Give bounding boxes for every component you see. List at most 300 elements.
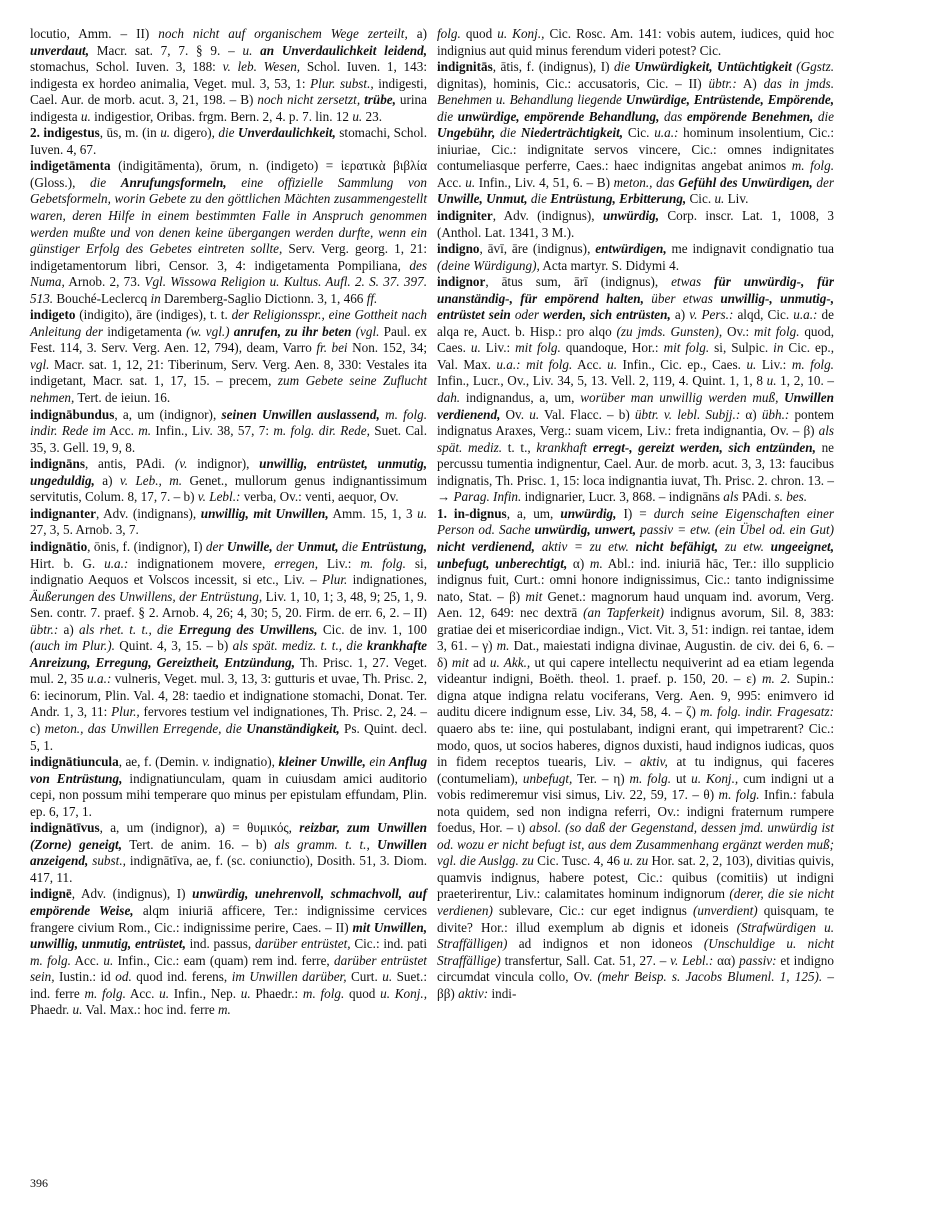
entry-text: als gramm. t. t., [274,836,370,852]
entry-text: 23. [362,108,382,124]
entry-text: u. [607,356,618,372]
entry-text: eine offizielle Sammlung von Gebetsformeln, worin Gebete zu den göttlichen Mächten zusammengestellt waren, deren Hilfe in einem bestimmten Falle in Anspruch genommen werden mußte und von denen keine übergangen werden durfte, wenn ein günstiger Erfolg des Gebetes eintreten sollte, [30,174,427,257]
entry-text: (indigitāmenta), ōrum, n. (indigeto) = ἱερατικὰ βιβλία (Gloss.), [30,158,427,190]
entry-text: Dat., maiestati indigna divinae, Augustin. de civ. dei 6, 6. – δ) [437,638,834,670]
entry-text: 27, 3, 5. Arnob. 3, 7. [30,522,139,538]
entry-text: der [276,538,294,554]
dictionary-entry [437,274,834,506]
entry-text: u. [72,1002,83,1018]
entry-text: Liv.: [480,340,516,356]
dictionary-entry [437,241,834,274]
entry-text: subst., [92,853,126,869]
entry-headword: indignātio [30,538,88,554]
dictionary-entry [30,506,427,539]
entry-text: u. [470,340,481,356]
entry-text: aktiv: [458,985,489,1001]
entry-text: t. t., [502,439,537,455]
entry-text: , Adv. (indignans), [95,505,201,521]
entry-text: Liv.: [318,555,361,571]
entry-text: Liv. [724,191,749,207]
entry-headword: indignē [30,886,72,902]
entry-text: indignarier, Lucr. 3, 868. – indignāns [521,489,724,505]
entry-text: u. [382,969,393,985]
entry-text: das [663,108,683,124]
right-column [437,26,834,1002]
entry-text: stomachus, Schol. Iuven. 3, 188: [30,59,223,75]
entry-text: Macr. sat. 7, 7. § 9. – [89,42,243,58]
entry-headword: 2. indigestus [30,125,100,141]
entry-text: , ātus sum, ārī (indignus), [485,274,672,290]
entry-text: (v. [174,456,188,472]
entry-text: passiv: [739,952,777,968]
entry-text [106,175,121,190]
entry-text: indigetamenta [103,323,187,339]
entry-text: u. [417,505,427,521]
entry-text: urina indigesta [30,92,427,124]
entry-text: in [773,340,784,356]
entry-text: Phaedr. [30,1002,73,1018]
entry-text: m. folg. [84,985,126,1001]
entry-text: Val. Max.: hoc ind. ferre [82,1002,219,1018]
entry-text: nicht verdienend, [437,538,535,554]
entry-text: durch seine Eigenschaften einer Person od. Sache [437,505,834,538]
entry-text: u.a.: [496,356,521,372]
entry-text: unwürdig, [602,208,660,224]
entry-text: at tu indignus, qui faceres (contumeliam), [437,754,834,786]
entry-text: Genet., mullorum genus indignantissimum servitutis, Colum. 8, 17, 7. – b) [30,472,427,505]
entry-text: Acc. [105,423,139,439]
entry-headword: indignātiuncula [30,754,119,770]
entry-text: , ōnis, f. (indignor), I) [87,538,206,554]
entry-text: , antis, PAdi. [85,456,175,472]
entry-text: noch nicht zersetzt, [257,92,361,108]
entry-text: m. [218,1002,231,1018]
entry-text: indignatiunculam, quam in cuiusdam amici auditorio cepi, non possum mihi temperare quo minus per epistulam effundam, Plin. ep. 6, 17, 1. [30,770,427,819]
entry-text: ind. passus, [185,936,255,952]
entry-text [252,43,260,58]
entry-text: m. folg. [30,952,71,968]
entry-text [629,539,636,554]
entry-text: vgl. [30,356,50,372]
entry-text: 1, 2, 10. – [776,373,835,389]
entry-text: Cic.: ind. pati [350,936,427,952]
entry-text: krankhaft [536,439,587,455]
entry-text: indignandus, a, um, [460,390,581,406]
entry-text: Non. 152, 34; [347,340,427,356]
entry-text: (Strafwürdigen u. Straffälligen) [437,919,834,952]
entry-text: Macr. sat. 1, 12, 21: Tiberinum, Serv. Verg. Aen. 8, 330: Vestales ita indigetant, Macr. sat. 1, 17, 15. – precem, [30,356,427,389]
entry-text: ad [468,654,490,670]
entry-text: indi- [488,985,517,1001]
entry-text: Cic. Rosc. Am. 141: vobis autem, iudices, quid hoc indignius aut quid minus ferendum videri potest? Cic. [437,26,835,58]
entry-text: m. [138,423,152,439]
left-column [30,26,427,1019]
entry-text: darüber entrüstet sein, [30,952,427,985]
entry-text: Unanständigkeit, [246,720,340,736]
entry-text: si, Sulpic. [709,340,774,356]
dictionary-entry [30,26,427,125]
entry-text: u. [529,406,540,422]
entry-text: , Adv. (indignus), [492,208,603,224]
entry-text: v. Lebl.: [670,952,714,968]
entry-text: mit [525,588,543,604]
entry-text: nicht befähigt, [635,538,719,554]
page-number: 396 [30,1176,48,1190]
entry-text: si, indignatio Aequos et Volscos incessit, si etc., Liv. – [30,555,427,588]
entry-text: zu etw. [724,538,764,554]
entry-text: u. Akk., [489,654,531,670]
entry-text: aktiv, [639,754,668,770]
entry-text: Ungebühr, [437,125,496,141]
entry-text: m. folg. dir. Rede, [273,423,370,439]
entry-text: Iustin.: id [54,969,116,985]
entry-text: zum Gebete seine Zuflucht nehmen, [30,373,427,406]
entry-text [718,539,725,554]
entry-text: u. [80,108,91,124]
entry-text: (an Tapferkeit) [583,605,665,621]
entry-text: trübe, [364,92,396,108]
entry-text: I) = [616,505,654,521]
entry-text: digero), [170,125,219,141]
entry-text: Suet. Cal. 35, 3. Gell. 19, 9, 8. [30,423,427,455]
entry-text: indigestior, Oribas. frgm. Bern. 2, 4. p. 7. lin. 12 [90,108,353,124]
entry-text: Suet.: ind. ferre [30,969,427,1001]
entry-text: die [500,125,517,141]
entry-text: m. folg. [629,770,672,786]
entry-text: mit Unwillen, unwillig, unmutig, entrüstet, [30,919,427,952]
entry-text: als spät. mediz. t. t., die [232,638,363,654]
entry-text: unbefugt, [522,770,573,786]
entry-text: Infin., Lucr., Ov., Liv. 34, 5, 13. Vell. 2, 119, 4. Quint. 1, 1, 8 [437,373,767,389]
entry-text: v. Lebl.: [197,489,241,505]
entry-text: mit folg. [663,340,710,356]
entry-text: Cic. [686,191,715,207]
entry-text: Unwürdigkeit, Untüchtigkeit [634,59,792,75]
entry-text: Unmut, [297,538,339,554]
entry-text: als spät. mediz. [437,423,834,455]
entry-text: quod, Caes. [437,323,835,356]
entry-text: als rhet. t. t., [79,621,152,637]
entry-text: im Unwillen darüber, [231,969,347,985]
entry-text: u.a.: [104,555,129,571]
entry-text: alqd, Cic. [733,307,794,323]
entry-text: od. [115,969,132,985]
entry-text: v. Pers.: [689,307,734,323]
entry-text: , ae, f. (Demin. [118,754,203,770]
entry-text: v. [202,754,211,770]
entry-text: u. zu [623,853,649,869]
entry-text: PAdi. [738,489,775,505]
entry-text: Infin., Liv. 4, 51, 6. – B) [475,174,614,190]
entry-text: Tert. de ieiun. 16. [74,390,171,406]
entry-text: cum indigni ut a vobis redimeremur visi simus, Liv. 22, 59, 17. – θ) [437,770,834,803]
entry-text: u.a.: [793,307,818,323]
entry-text: die [218,125,235,141]
entry-text: indignatio), [210,754,279,770]
entry-text: m. folg. indir. Rede im [30,406,427,439]
dictionary-entry [30,158,427,307]
entry-text: Corp. inscr. Lat. 1, 1008, 3 (Anthol. Lat. 1341, 3 M.). [437,208,834,240]
entry-text: absol. (so daß der Gegenstand, dessen jmd. unwürdig ist od. wozu er nicht befugt ist, aus dem Zusammenhang ergänzt werden muß; vgl. die Auslgg. zu [437,820,834,869]
entry-text: , a, um (indignor), a) = θυμικός, [99,820,300,836]
entry-text: hominum insolentium, Cic.: iniuriae, Cic.: indignitate servos vincere, Cic.: omnes indignitates contumeliasque perferre, Caes.: haec indignitas angebat animos [437,125,835,174]
entry-text: Unwille, Unmut, [437,191,528,207]
entry-text: Supin.: digna atque indigna relatu vociferans, Verg. Aen. 9, 995: enimvero id auditu dicere indignum esse, Liv. 34, 58, 4. – ζ) [437,671,834,720]
entry-text: anrufen, zu ihr beten [233,323,352,339]
entry-text: Infin., Liv. 38, 57, 7: [151,423,274,439]
entry-headword: indignanter [30,505,96,521]
entry-text: an Unverdaulichkeit leidend, [260,42,428,58]
entry-text: u. [242,42,253,58]
entry-text: u. [766,373,777,389]
entry-text: (zu jmds. Gunsten), [616,323,723,339]
entry-text: u. [159,985,170,1001]
entry-headword: indignitās [437,59,493,75]
entry-text: vulneris, Veget. mul. 3, 13, 3: gutturis et uvae, Th. Prisc. 2, 6: iecinorum, Plin. Val. 4, 28: taedio et indignatione stomachi, Donat. Ter. Andr. 1, 3, 11: [30,671,427,720]
entry-text: indignātīva, ae, f. (sc. coniunctio), Dosith. 51, 3. Diom. 417, 11. [30,853,427,885]
entry-text: Liv.: [756,356,792,372]
dictionary-entry [30,539,427,754]
entry-text: unwürdig, unehrenvoll, schmachvoll, auf empörende Weise, [30,886,428,918]
entry-text: Anrufungsformeln, [120,174,227,190]
entry-text: quandoque, Hor.: [560,340,664,356]
entry-text: Gefühl des Unwürdigen, [678,174,813,190]
entry-text: aktiv = zu etw. [541,538,629,554]
entry-text: Ps. Quint. decl. 5, 1. [30,720,427,753]
entry-text: unwillig-, unmutig-, entrüstet sein [437,290,835,323]
entry-text: u. Konj., [691,770,739,786]
entry-text: Liv. 1, 10, 1; 3, 48, 9; 25, 1, 9. Sen. contr. 7. praef. § 2. Arnob. 4, 26; 4, 30; 5, 20. Firm. de err. 6, 2. – II) [30,588,427,621]
entry-text: Anflug von Entrüstung, [30,754,428,786]
entry-text: Plur., [111,704,140,720]
entry-text: der Religionsspr., eine Gottheit nach Anleitung der [30,307,427,339]
dictionary-entry [30,820,427,886]
entry-text: des Numa, [30,257,427,290]
entry-text: a) [58,621,80,637]
entry-text: α) [567,555,590,571]
entry-text: ut qui capere intellectu nequiverint ad ea etiam legenda videantur indigni, Boëth. theol. 1. praef. p. 150, 20. – ε) [437,654,835,687]
entry-text: Entrüstung, Erbitterung, [550,191,687,207]
entry-text: worüber man unwillig werden muß, [580,390,779,406]
entry-text: übtr. v. lebl. Subjj.: [634,406,741,422]
entry-text: (Unschuldige u. nicht Straffällige) [437,936,835,968]
entry-text: u. Konj., [380,985,428,1001]
entry-text: αα) [713,952,740,968]
entry-text: , ūs, m. (in [99,125,161,141]
entry-text: Genet.: magnorum haud unquam ind. avorum, Verg. Aen. 12, 649: nec dextrā [437,588,835,621]
entry-text: Vgl. Wissowa Religion u. Kultus. Aufl. 2. S. 37. 397. 513. [30,274,427,306]
entry-text: unwürdig, unwert, [534,522,637,538]
entry-text: Plur. [322,572,348,588]
entry-text: quod [344,985,381,1001]
entry-text: locutio, Amm. – II) [30,26,159,41]
entry-text: unwürdige, empörende Behandlung, [457,108,660,124]
entry-text: u. [103,952,114,968]
entry-text: passiv = etw. (ein Übel od. ein Gut) [640,522,834,538]
entry-text: u.a.: [654,125,679,141]
entry-text: (auch im Plur.). [30,638,115,654]
entry-text: unwillig, mit Unwillen, [200,505,329,521]
entry-text: u. Konj., [497,26,545,41]
entry-text: kleiner Unwille, [278,754,366,770]
entry-text: m. folg. [791,356,834,372]
entry-text: Serv. Verg. georg. 1, 21: indigetamentorum libri, Censor. 3, 4: indigetamenta Pompiliana, [30,241,427,273]
entry-text: Bouché-Leclercq [53,290,151,306]
entry-text: Tert. de anim. 16. – b) [122,836,275,852]
entry-text: werden, sich entrüsten, [543,307,671,323]
entry-text: Unwürdige, Entrüstende, Empörende, [625,92,834,108]
entry-text: Unwillen verdienend, [437,390,834,422]
entry-text [535,539,542,554]
entry-text: Unverdaulichkeit, [238,125,336,141]
entry-text: Acc. [437,174,466,190]
entry-text: Parag. Infin. [453,489,522,505]
entry-text: , āvī, āre (indignus), [479,241,596,257]
entry-text: Infin., Cic.: eam (quam) rem ind. ferre, [113,952,335,968]
entry-text: ne percussu tumentia indignentur, Cael. Aur. de morb. acut. 3, 3, 13: faucibus indignatis, Th. Prisc. 1, 15: loca indignantia iuvat, Th. Prisc. 2. chron. 13. – → [437,439,835,505]
entry-text: u. [240,985,251,1001]
entry-text: Niederträchtigkeit, [520,125,624,141]
entry-text [701,274,714,289]
entry-text: (w. vgl.) [186,323,230,339]
entry-text: u. [352,108,363,124]
entry-text: Acta martyr. S. Didymi 4. [539,257,679,273]
entry-text: erregen, [274,555,319,571]
entry-text: quisquam, te divite? Hor.: illud exemplum ab dignis et idoneis [437,902,834,935]
entry-text: quod [460,26,498,41]
entry-text: Unwillen anzeigend, [30,836,428,869]
entry-text: krankhafte Anreizung, Erregung, Gereiztheit, Entzündung, [30,638,428,670]
entry-headword: indignāns [30,456,85,472]
entry-text: Acc. [70,952,104,968]
entry-text: die [341,538,359,554]
entry-text: Cic. [623,125,655,141]
entry-text: (vgl. [355,323,380,339]
dictionary-entry [30,456,427,506]
entry-text: die [157,621,174,637]
entry-text: quaero abs te: iine, qui postulabant, indigni erant, qui impetrarent? Cic.: modo, quos, ut socios haberes, dignos duxisti, haud indignos iudicas, quos in fidem receptos tuearis, Liv. – [437,720,834,770]
entry-text: , a, um, [506,505,561,521]
entry-text: die [90,174,107,190]
entry-text: Amm. 15, 1, 3 [328,505,418,521]
entry-text: reizbar, zum Unwillen (Zorne) geneigt, [30,820,427,852]
entry-text: m. [589,555,603,571]
entry-text: das in jmds. Benehmen u. Behandlung liegende [437,75,834,108]
entry-text: Acc. [125,985,160,1001]
entry-text: darüber entrüstet, [254,936,351,952]
entry-text: u.a.: [87,671,112,687]
entry-text: a) [94,472,120,488]
entry-text: Cic. de inv. 1, 100 [317,621,427,637]
entry-text: u. [746,356,757,372]
dictionary-entry [30,307,427,406]
entry-headword: indigetāmenta [30,158,111,174]
entry-text: alqm iniuriā afficere, Ter.: indignissime cervices frangere civium Rom., Cic.: indignissime perire, Caes. – II) [30,902,427,935]
entry-text: de alqa re, Auct. b. Hisp.: pro alqo [437,307,834,339]
entry-text: dah. [437,390,461,406]
entry-text: meton., das [613,174,675,190]
entry-text: m. folg. [718,787,760,803]
entry-text: die [817,108,835,124]
entry-text: dignitas), hominis, Cic.: accusatoris, Cic. – II) [437,75,709,91]
entry-text: Daremberg-Saglio Dictionn. 3, 1, 466 [160,290,367,306]
entry-text: Quint. 4, 3, 15. – b) [114,638,233,654]
entry-text: Äußerungen des Unwillens, der Entrüstung, [30,588,263,604]
entry-text: m. [496,638,510,654]
entry-text [764,539,771,554]
entry-text: unverdaut, [30,42,89,58]
entry-text: die [530,191,547,207]
entry-text: Ov.: [722,323,755,339]
entry-text: entwürdigen, [595,241,667,257]
entry-text: indignus avorum, Sil. 8, 383: gratiae dei et misericordiae indign., Vict. Vit. 3, 51: indign. rei tantae, idem 3, 61. – γ) [437,605,835,654]
entry-text: transfertur, Sall. Cat. 51, 27. – [500,952,671,968]
entry-text: für unwürdig-, für unanständig-, für empörend halten, [437,274,835,306]
entry-text: Curt. [346,969,383,985]
entry-text: unwillig, entrüstet, unmutig, ungeduldig, [30,456,427,488]
entry-text: Erregung des Unwillens, [178,621,318,637]
entry-text: mit folg. [526,356,573,372]
entry-text: verba, Ov.: venti, aequor, Ov. [240,489,399,505]
entry-text: ut [671,770,692,786]
entry-text: indignor), [187,456,260,472]
entry-text: , Adv. (indignus), I) [71,886,193,902]
entry-text: mit folg. [754,323,800,339]
entry-text: ein [369,754,386,770]
entry-text: indignationes, [347,572,427,588]
entry-text: s. bes. [774,489,808,505]
entry-text: a) [670,307,690,323]
entry-text: empörende Benehmen, [686,108,814,124]
entry-text: noch nicht auf organischem Wege zerteilt, [158,26,408,41]
entry-text: u. [465,174,476,190]
entry-text: – ββ) [437,969,834,1001]
entry-text: als [723,489,739,505]
entry-text: Ter. – η) [572,770,630,786]
entry-text: Entrüstung, [361,538,428,554]
dictionary-entry [30,886,427,1018]
entry-text: Phaedr.: [250,985,303,1001]
entry-text: Abl.: ind. iniuriā hāc, Ter.: illo supplicio indignus fuit, Curt.: omni honore indignissimus, Cic.: tanto indignissime nato, Stat. – β) [437,555,834,604]
entry-text: fr. bei [316,340,348,356]
entry-text: (derer, die sie nicht verdienen) [437,886,834,918]
entry-headword: indignātīvus [30,820,100,836]
entry-text: etwas [671,274,702,290]
entry-text: übh.: [761,406,790,422]
entry-text: indignationem movere, [128,555,275,571]
dictionary-entry [30,125,427,158]
entry-text: (deine Würdigung), [437,257,540,273]
entry-text: Paul. ex Fest. 114, 3. Serv. Verg. Aen. 12, 794), deam, Varro [30,323,428,356]
entry-text: sublevare, Cic.: cur eget indignus [492,902,693,918]
entry-text: Unwille, [226,538,273,554]
entry-text: erregt-, gereizt werden, sich entzünden, [592,439,816,455]
entry-text: (indigito), āre (indiges), t. t. [75,307,232,323]
entry-text: in [150,290,161,306]
entry-text: Infin., Nep. [169,985,241,1001]
entry-text: , a, um (indignor), [114,406,222,422]
entry-text: pontem indignatus Araxes, Verg.: suam vicem, Liv.: freta indignantia, Ov. – β) [437,406,834,439]
entry-text: m. folg. [302,985,345,1001]
entry-text: Th. Prisc. 1, 27. Veget. mul. 2, 35 [30,654,427,687]
entry-text: ad indignos et non idoneos [507,936,704,952]
entry-text: Schol. Iuven. 1, 143: indigesta ex hordeo animalia, Veget. mul. 3, 53, 1: [30,59,427,91]
entry-text: Hirt. b. G. [30,555,105,571]
entry-text: m. folg. [360,555,406,571]
entry-headword: indignābundus [30,406,115,422]
entry-text: , ātis, f. (indignus), I) [492,59,614,75]
dictionary-entry [437,26,834,59]
